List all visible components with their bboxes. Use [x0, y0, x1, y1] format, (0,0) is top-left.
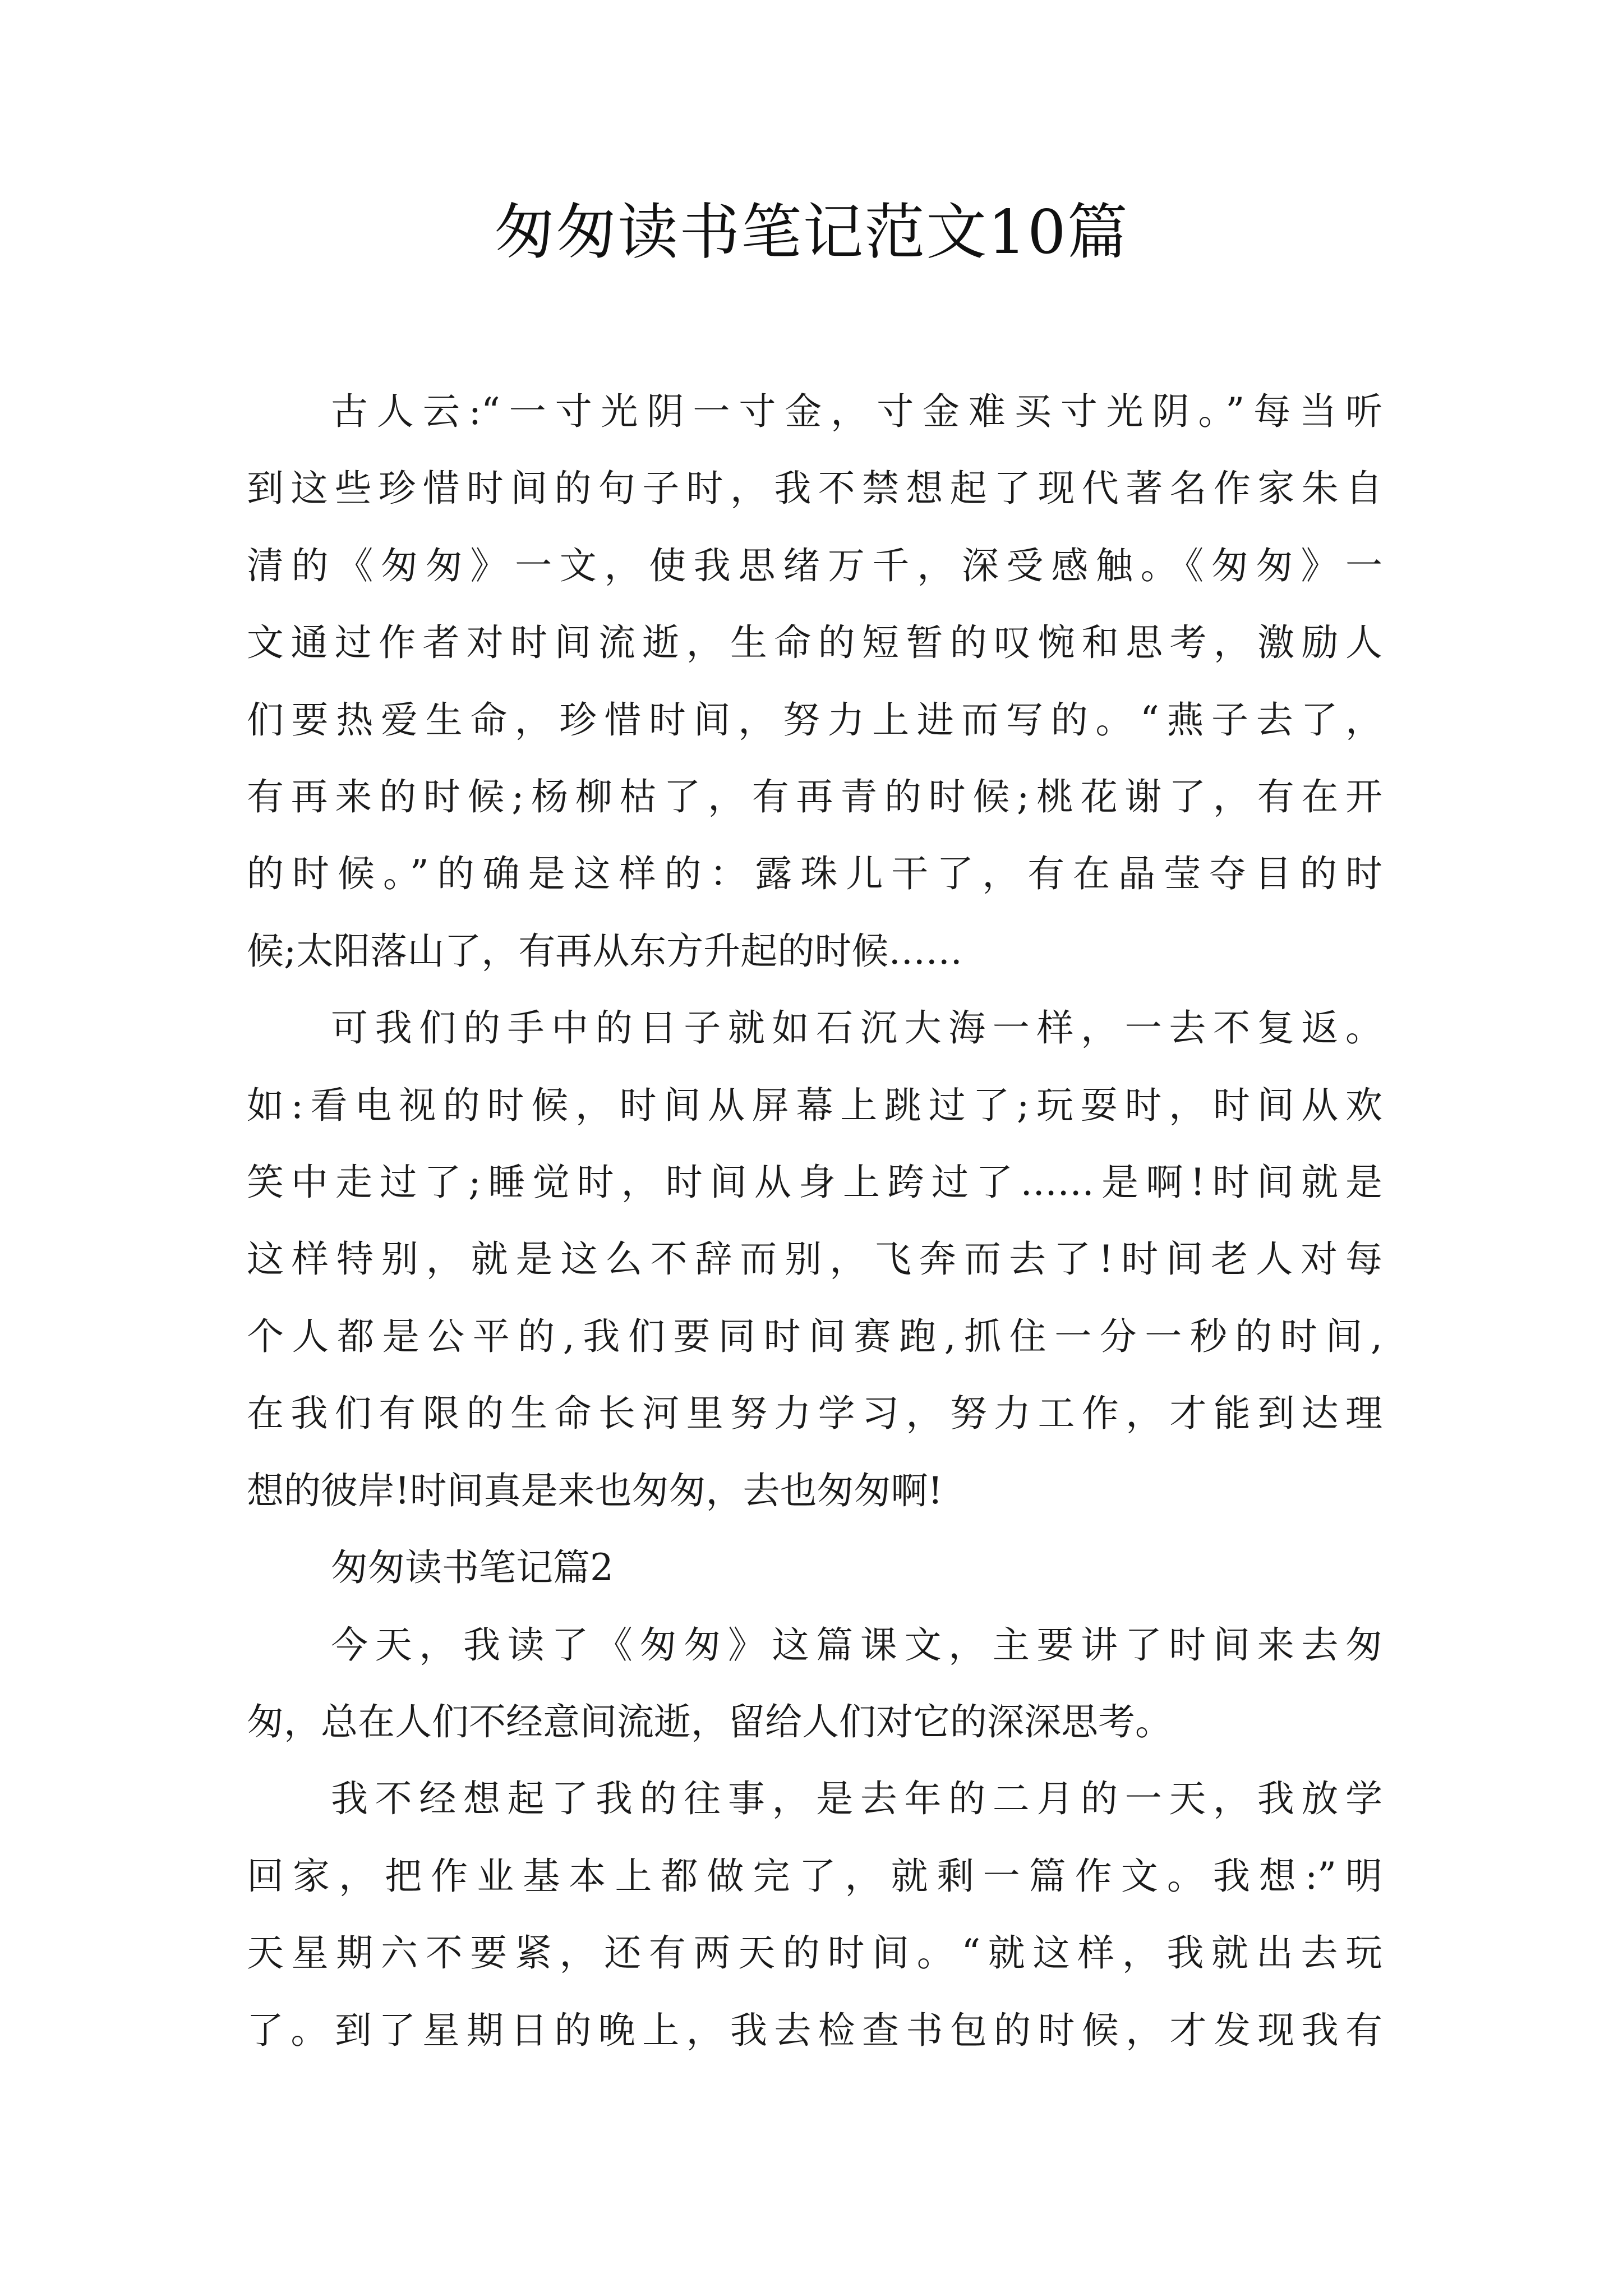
text-line: 可我们的手中的日子就如石沉大海一样，一去不复返。 — [331, 1006, 1382, 1050]
text-line: 候;太阳落山了，有再从东方升起的时候…… — [247, 929, 963, 973]
section-heading-text: 匆匆读书笔记篇2 — [331, 1546, 614, 1590]
text-line: 回家，把作业基本上都做完了，就剩一篇作文。我想:”明 — [247, 1854, 1382, 1898]
text-line: 文通过作者对时间流逝，生命的短暂的叹惋和思考，激励人 — [247, 621, 1382, 665]
text-line: 在我们有限的生命长河里努力学习，努力工作，才能到达理 — [247, 1392, 1382, 1435]
paragraph-4 — [247, 1760, 1382, 2069]
text-line: 有再来的时候;杨柳枯了，有再青的时候;桃花谢了，有在开 — [247, 775, 1382, 819]
text-line: 的时候。”的确是这样的：露珠儿干了，有在晶莹夺目的时 — [247, 852, 1382, 896]
text-line: 们要热爱生命，珍惜时间，努力上进而写的。“燕子去了， — [247, 698, 1382, 742]
paragraph-3 — [247, 1607, 1382, 1761]
document-title: 匆匆读书笔记范文10篇 — [494, 197, 1129, 268]
section-heading-2 — [247, 1529, 1382, 1606]
text-line: 天星期六不要紧，还有两天的时间。“就这样，我就出去玩 — [247, 1931, 1382, 1975]
text-line: 今天，我读了《匆匆》这篇课文，主要讲了时间来去匆 — [331, 1623, 1382, 1667]
paragraph-1 — [247, 373, 1382, 990]
text-line: 这样特别，就是这么不辞而别，飞奔而去了!时间老人对每 — [247, 1237, 1382, 1281]
text-line: 个人都是公平的,我们要同时间赛跑,抓住一分一秒的时间, — [247, 1314, 1382, 1358]
text-line: 想的彼岸!时间真是来也匆匆，去也匆匆啊! — [247, 1469, 943, 1512]
text-line: 如:看电视的时候，时间从屏幕上跳过了;玩耍时，时间从欢 — [247, 1083, 1382, 1127]
text-line: 笑中走过了;睡觉时，时间从身上跨过了……是啊!时间就是 — [247, 1161, 1382, 1204]
text-line: 我不经想起了我的往事，是去年的二月的一天，我放学 — [331, 1777, 1382, 1821]
text-line: 到这些珍惜时间的句子时，我不禁想起了现代著名作家朱自 — [247, 467, 1382, 510]
text-line: 清的《匆匆》一文，使我思绪万千，深受感触。《匆匆》一 — [247, 544, 1382, 587]
text-line: 古人云:“一寸光阴一寸金，寸金难买寸光阴。”每当听 — [331, 390, 1382, 433]
paragraph-2 — [247, 990, 1382, 1529]
text-line: 了。到了星期日的晚上，我去检查书包的时候，才发现我有 — [247, 2008, 1382, 2052]
text-line: 匆，总在人们不经意间流逝，留给人们对它的深深思考。 — [247, 1700, 1172, 1743]
document-body — [247, 373, 1382, 2069]
